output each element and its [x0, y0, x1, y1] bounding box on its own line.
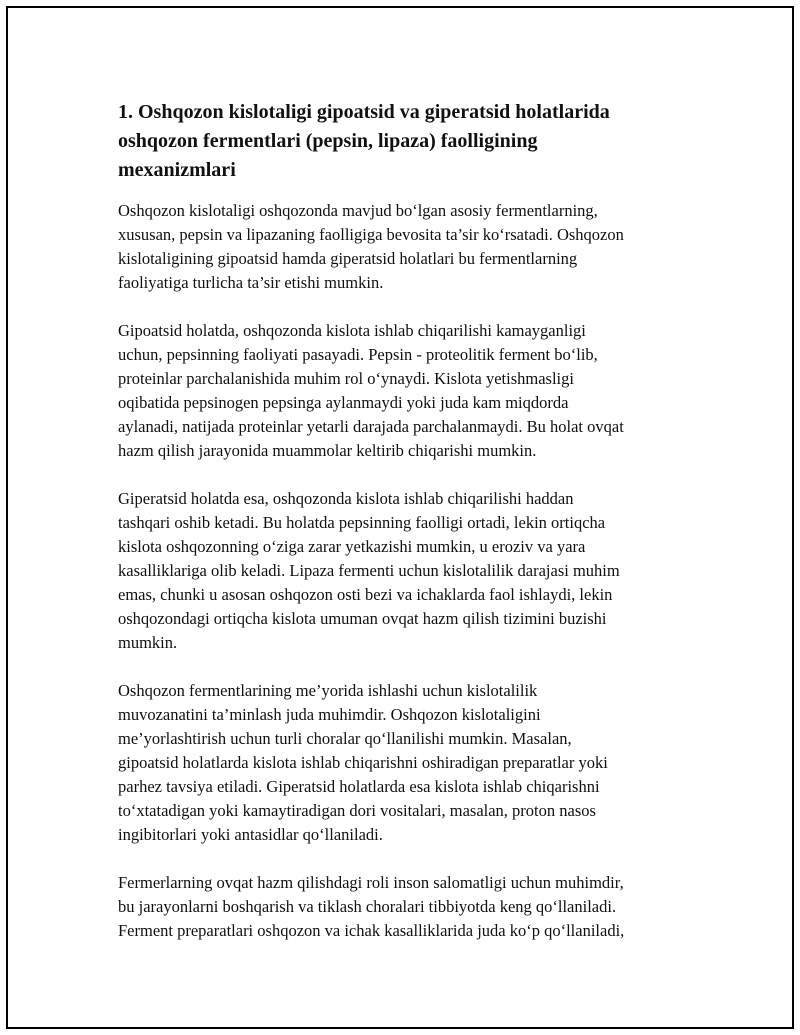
paragraph-1: Oshqozon kislotaligi oshqozonda mavjud bo‘lgan asosiy fermentlarning, xususan, pepsin va lipazaning faolligiga bevosita ta’sir ko‘rsatadi. Oshqozon kislotaligining gipoatsid hamda giperatsid holatlari bu fermentlarning faoliyatiga turlicha ta’sir etishi mumkin. [118, 201, 624, 292]
paragraph-3: Giperatsid holatda esa, oshqozonda kislota ishlab chiqarilishi haddan tashqari oshib ketadi. Bu holatda pepsinning faolligi ortadi, lekin ortiqcha kislota oshqozonning o‘ziga zarar yetkazishi mumkin, u eroziv va yara kasalliklariga olib keladi. Lipaza fermenti uchun kislotalilik darajasi muhim emas, chunki u asosan oshqozon osti bezi va ichaklarda faol ishlaydi, lekin oshqozondagi ortiqcha kislota umuman ovqat hazm qilish tizimini buzishi mumkin. [118, 489, 620, 652]
paragraph-5: Fermerlarning ovqat hazm qilishdagi roli inson salomatligi uchun muhimdir, bu jarayonlarni boshqarish va tiklash choralari tibbiyotda keng qo‘llaniladi. Ferment preparatlari oshqozon va ichak kasalliklarida juda ko‘p qo‘llaniladi, [118, 873, 625, 940]
section-heading: 1. Oshqozon kislotaligi gipoatsid va giperatsid holatlarida oshqozon fermentlari (pepsin, lipaza) faolligining mexanizmlari [118, 101, 610, 181]
document-page [6, 6, 794, 1029]
document-content [118, 98, 698, 967]
paragraph-2: Gipoatsid holatda, oshqozonda kislota ishlab chiqarilishi kamayganligi uchun, pepsinning faoliyati pasayadi. Pepsin - proteolitik ferment bo‘lib, proteinlar parchalanishida muhim rol o‘ynaydi. Kislota yetishmasligi oqibatida pepsinogen pepsinga aylanmaydi yoki juda kam miqdorda aylanadi, natijada proteinlar yetarli darajada parchalanmaydi. Bu holat ovqat hazm qilish jarayonida muammolar keltirib chiqarishi mumkin. [118, 321, 624, 460]
paragraph-4: Oshqozon fermentlarining me’yorida ishlashi uchun kislotalilik muvozanatini ta’minlash juda muhimdir. Oshqozon kislotaligini me’yorlashtirish uchun turli choralar qo‘llanilishi mumkin. Masalan, gipoatsid holatlarda kislota ishlab chiqarishni oshiradigan preparatlar yoki parhez tavsiya etiladi. Giperatsid holatlarda esa kislota ishlab chiqarishni to‘xtatadigan yoki kamaytiradigan dori vositalari, masalan, proton nasos ingibitorlari yoki antasidlar qo‘llaniladi. [118, 681, 608, 844]
